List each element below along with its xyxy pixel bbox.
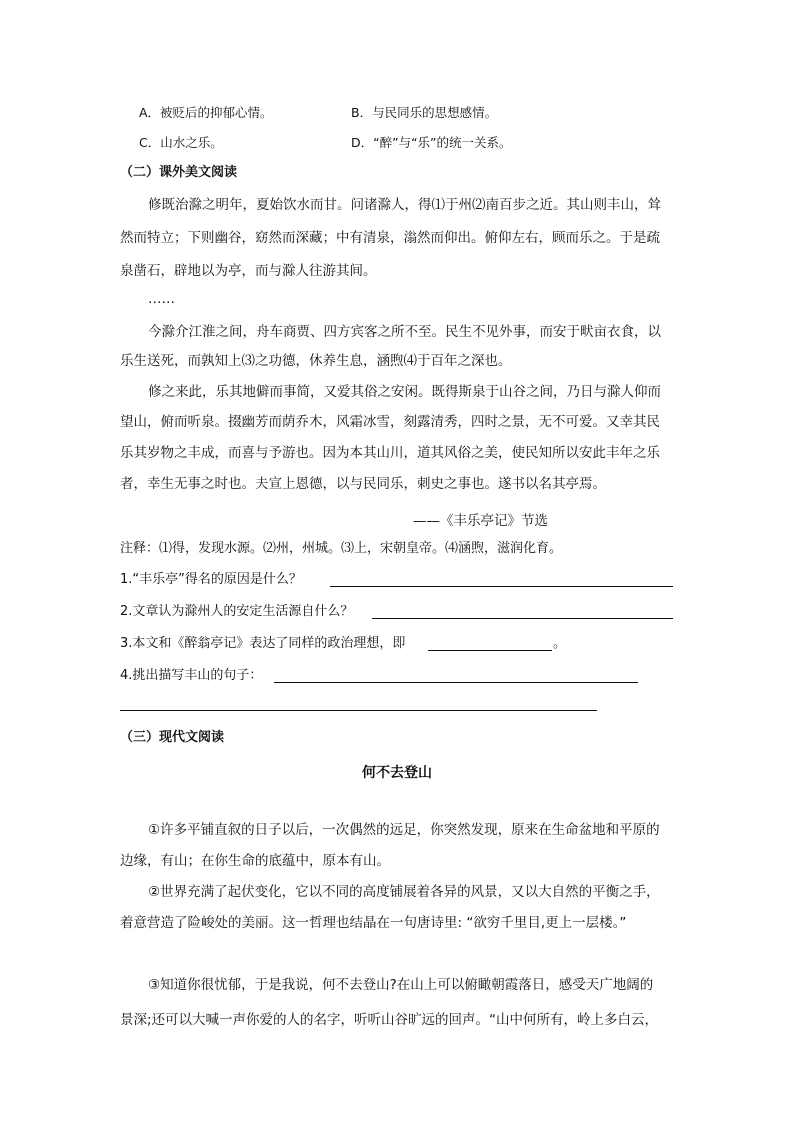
answer-blank-3[interactable] (428, 650, 552, 651)
ellipsis: …… (148, 291, 175, 307)
answer-blank-1[interactable] (330, 586, 673, 587)
option-a: A．被贬后的抑郁心情。 (139, 105, 273, 120)
section-heading-2: （二）课外美文阅读 (120, 165, 238, 180)
option-d: D．“醉”与“乐”的统一关系。 (351, 135, 512, 150)
question-1: 1.“丰乐亭”得名的原因是什么？ (120, 572, 302, 587)
question-3-period: 。 (553, 636, 567, 651)
source-citation: ——《丰乐亭记》节选 (413, 513, 548, 529)
paragraph-line: 泉凿石，辟地以为亭，而与滁人往游其间。 (120, 263, 377, 279)
question-3: 3.本文和《醉翁亭记》表达了同样的政治理想，即 (120, 636, 406, 651)
paragraph-line: ③知道你很忧郁，于是我说，何不去登山?在山上可以俯瞰朝霞落日，感受天广地阔的 (148, 977, 654, 993)
paragraph-line: 修既治滁之明年，夏始饮水而甘。问诸滁人，得⑴于州⑵南百步之近。其山则丰山，耸 (148, 197, 661, 213)
paragraph-line: 今滁介江淮之间，舟车商贾、四方宾客之所不至。民生不见外事，而安于畎亩衣食，以 (148, 324, 661, 340)
paragraph-line: 景深;还可以大喊一声你爱的人的名字，听听山谷旷远的回声。“山中何所有，岭上多白云， (120, 1012, 659, 1028)
paragraph-line: 边缘，有山；在你生命的底蕴中，原本有山。 (120, 853, 390, 869)
paragraph-line: 修之来此，乐其地僻而事简，又爱其俗之安闲。既得斯泉于山谷之间，乃日与滁人仰而 (148, 384, 661, 400)
answer-blank-2[interactable] (372, 618, 673, 619)
section-heading-3: （三）现代文阅读 (120, 730, 225, 745)
paragraph-line: 着意营造了险峻处的美丽。这一哲理也结晶在一句唐诗里: “欲穷千里目,更上一层楼。” (120, 915, 627, 931)
article-title: 何不去登山 (362, 765, 432, 781)
answer-blank-4b[interactable] (120, 710, 597, 711)
paragraph-line: 乐生送死，而孰知上⑶之功德，休养生息，涵煦⑷于百年之深也。 (120, 353, 512, 369)
paragraph-line: 乐其岁物之丰成，而喜与予游也。因为本其山川，道其风俗之美，使民知所以安此丰年之乐 (120, 445, 660, 461)
paragraph-line: 然而特立；下则幽谷，窈然而深藏；中有清泉，滃然而仰出。俯仰左右，顾而乐之。于是疏 (120, 230, 660, 246)
option-c: C．山水之乐。 (139, 135, 223, 150)
paragraph-line: ②世界充满了起伏变化，它以不同的高度铺展着各异的风景，又以大自然的平衡之手， (148, 884, 660, 900)
question-4: 4.挑出描写丰山的句子： (120, 668, 263, 683)
paragraph-line: ①许多平铺直叙的日子以后，一次偶然的远足，你突然发现，原来在生命盆地和平原的 (148, 822, 660, 838)
option-b: B．与民同乐的思想感情。 (351, 105, 498, 120)
paragraph-line: 望山，俯而听泉。掇幽芳而荫乔木，风霜冰雪，刻露清秀，四时之景，无不可爱。又幸其民 (120, 414, 660, 430)
question-2: 2.文章认为滁州人的安定生活源自什么？ (120, 604, 354, 619)
paragraph-line: 者，幸生无事之时也。夫宣上恩德，以与民同乐，刺史之事也。遂书以名其亭焉。 (120, 476, 606, 492)
notes: 注释：⑴得，发现水源。⑵州，州城。⑶上，宋朝皇帝。⑷涵煦，滋润化育。 (120, 541, 563, 556)
answer-blank-4a[interactable] (274, 682, 638, 683)
